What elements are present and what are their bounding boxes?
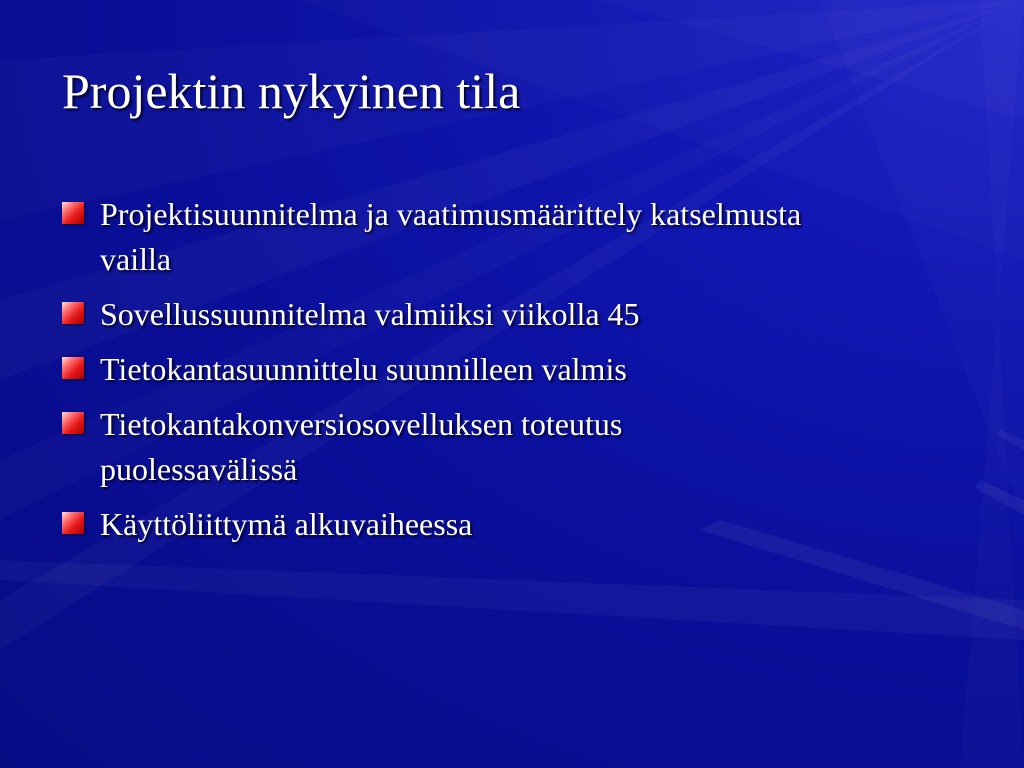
slide-title: Projektin nykyinen tila xyxy=(62,63,521,119)
red-square-bullet-icon xyxy=(62,512,84,534)
bullet-list xyxy=(62,192,822,557)
bullet-text: Sovellussuunnitelma valmiiksi viikolla 45 xyxy=(100,296,640,332)
bullet-item xyxy=(62,502,822,547)
red-square-bullet-icon xyxy=(62,412,84,434)
bullet-text: Projektisuunnitelma ja vaatimusmäärittely katselmusta vailla xyxy=(100,196,802,277)
bullet-item xyxy=(62,347,822,392)
bullet-text: Tietokantasuunnittelu suunnilleen valmis xyxy=(100,351,627,387)
bullet-text: Käyttöliittymä alkuvaiheessa xyxy=(100,506,473,542)
bullet-item xyxy=(62,292,822,337)
bullet-text: Tietokantakonversiosovelluksen toteutus puolessavälissä xyxy=(100,406,623,487)
red-square-bullet-icon xyxy=(62,357,84,379)
bullet-item xyxy=(62,192,822,282)
red-square-bullet-icon xyxy=(62,202,84,224)
red-square-bullet-icon xyxy=(62,302,84,324)
bullet-item xyxy=(62,402,822,492)
